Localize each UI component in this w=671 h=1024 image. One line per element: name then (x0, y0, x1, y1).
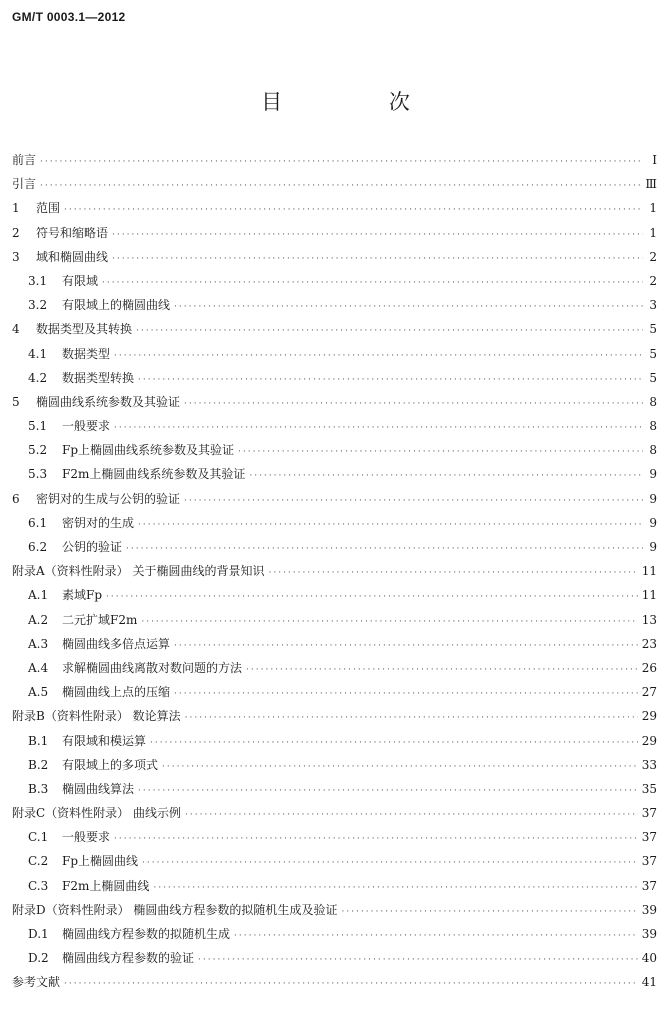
toc-entry-label: 参考文献 (12, 975, 61, 990)
toc-entry-page-number: 11 (641, 588, 657, 603)
toc-entry-number: 3 (12, 249, 20, 264)
toc-leader-dots (106, 585, 638, 609)
toc-leader-dots (162, 755, 638, 779)
toc-entry-label: 椭圆曲线系统参数及其验证 (36, 394, 181, 409)
toc-entry[interactable] (12, 487, 657, 511)
toc-entry[interactable] (12, 196, 657, 220)
toc-entry-page-number: 33 (641, 757, 657, 772)
toc-entry-number: A.1 (28, 588, 49, 603)
toc-entry-number: D.1 (28, 927, 49, 941)
toc-entry-page-number: Ⅰ (652, 153, 657, 167)
toc-entry[interactable] (12, 414, 657, 438)
toc-entry-label: 一般要求 (62, 419, 111, 434)
toc-entry-number: 6 (12, 491, 20, 506)
toc-entry-page-number: 5 (649, 322, 657, 337)
toc-leader-dots (114, 827, 638, 851)
toc-entry-page-number: 13 (641, 612, 657, 627)
toc-entry-page-number: 37 (641, 806, 657, 821)
toc-entry-page-number: 40 (641, 951, 657, 966)
toc-leader-dots (198, 948, 638, 972)
toc-entry-label: Fp上椭圆曲线系统参数及其验证 (62, 443, 235, 458)
toc-leader-dots (112, 247, 643, 271)
document-code-header: GM/T 0003.1—2012 (12, 10, 126, 24)
toc-entry-page-number: 27 (641, 685, 657, 700)
toc-entry[interactable] (12, 269, 657, 293)
toc-entry-page-number: 29 (641, 709, 657, 724)
toc-entry[interactable] (12, 462, 657, 486)
toc-entry-page-number: 37 (641, 854, 657, 869)
toc-entry-number: C.3 (28, 878, 49, 893)
toc-entry[interactable] (12, 535, 657, 559)
toc-entry-page-number: 11 (641, 564, 657, 579)
toc-leader-dots (185, 803, 638, 827)
toc-leader-dots (114, 416, 643, 440)
toc-entry-number: B.2 (28, 757, 49, 772)
toc-entry-label: 二元扩域F2m (62, 612, 138, 627)
toc-entry-number: 6.2 (28, 540, 48, 554)
toc-entry-label: 密钥对的生成 (62, 515, 135, 530)
toc-entry[interactable] (12, 777, 657, 801)
table-of-contents (12, 148, 657, 995)
toc-entry-label: 附录B（资料性附录） 数论算法 (12, 709, 181, 724)
toc-entry[interactable] (12, 874, 657, 898)
toc-entry[interactable] (12, 753, 657, 777)
toc-entry-page-number: 3 (649, 298, 657, 313)
toc-entry-label: 数据类型转换 (62, 370, 135, 385)
toc-entry-label: 有限域和模运算 (62, 733, 147, 748)
toc-leader-dots (238, 440, 643, 464)
toc-entry-label: 素域Fp (62, 588, 103, 603)
toc-entry-label: 有限域上的椭圆曲线 (62, 298, 171, 313)
toc-entry-number: 4 (12, 322, 20, 337)
toc-entry-label: 附录D（资料性附录） 椭圆曲线方程参数的拟随机生成及验证 (12, 902, 338, 917)
toc-entry[interactable] (12, 221, 657, 245)
toc-entry-number: 4.1 (28, 346, 48, 361)
toc-entry-page-number: 35 (641, 781, 657, 796)
toc-entry-label: 一般要求 (62, 830, 111, 845)
toc-entry-number: 5.2 (28, 443, 48, 458)
toc-leader-dots (153, 876, 637, 900)
toc-entry-page-number: 39 (641, 927, 657, 941)
toc-entry-page-number: 37 (641, 830, 657, 845)
toc-leader-dots (184, 392, 643, 416)
toc-entry-number: B.1 (28, 733, 49, 748)
toc-entry-number: B.3 (28, 781, 49, 796)
toc-leader-dots (185, 706, 638, 730)
toc-entry-page-number: 37 (641, 878, 657, 893)
toc-entry-label: 密钥对的生成与公钥的验证 (36, 491, 181, 506)
toc-leader-dots (138, 779, 638, 803)
toc-entry-label: F2m上椭圆曲线系统参数及其验证 (62, 467, 246, 482)
toc-entry-label: Fp上椭圆曲线 (62, 854, 139, 869)
toc-leader-dots (150, 731, 638, 755)
toc-leader-dots (184, 489, 643, 513)
toc-entry-number: 6.1 (28, 515, 48, 530)
toc-leader-dots (141, 610, 637, 634)
toc-entry-page-number: 1 (649, 225, 657, 240)
toc-entry-page-number: 1 (649, 201, 657, 216)
toc-entry-page-number: 9 (649, 515, 657, 530)
toc-leader-dots (40, 174, 641, 198)
toc-entry[interactable] (12, 704, 657, 728)
toc-entry-page-number: 41 (641, 975, 657, 990)
toc-leader-dots (138, 368, 643, 392)
toc-entry-label: 范围 (36, 201, 61, 216)
toc-entry-page-number: 8 (649, 394, 657, 409)
toc-entry-label: 前言 (12, 153, 37, 167)
toc-entry[interactable] (12, 342, 657, 366)
toc-entry[interactable] (12, 946, 657, 970)
toc-entry-page-number: 9 (649, 540, 657, 554)
toc-entry-number: 2 (12, 225, 20, 240)
toc-entry-page-number: 23 (641, 636, 657, 651)
toc-leader-dots (136, 319, 643, 343)
toc-entry-label: 椭圆曲线算法 (62, 781, 135, 796)
toc-entry-page-number: 8 (649, 443, 657, 458)
page-title: 目 次 (261, 90, 460, 114)
toc-entry-label: 椭圆曲线上点的压缩 (62, 685, 171, 700)
toc-entry-label: 求解椭圆曲线离散对数问题的方法 (62, 660, 243, 675)
toc-entry-page-number: Ⅲ (645, 177, 657, 192)
toc-entry-number: D.2 (28, 951, 49, 966)
toc-entry[interactable] (12, 148, 657, 172)
toc-entry-number: A.3 (28, 636, 49, 651)
toc-entry-number: C.2 (28, 854, 49, 869)
toc-entry-label: 有限域 (62, 273, 99, 288)
toc-entry[interactable] (12, 898, 657, 922)
toc-entry-page-number: 8 (649, 419, 657, 434)
toc-leader-dots (174, 634, 638, 658)
toc-entry-number: 5.1 (28, 419, 48, 434)
toc-entry-label: 公钥的验证 (62, 540, 123, 554)
toc-entry[interactable] (12, 366, 657, 390)
toc-entry-label: 椭圆曲线多倍点运算 (62, 636, 171, 651)
toc-entry-number: 3.1 (28, 273, 48, 288)
toc-entry-label: 有限域上的多项式 (62, 757, 159, 772)
toc-entry-label: 椭圆曲线方程参数的拟随机生成 (62, 927, 231, 941)
toc-entry-label: 符号和缩略语 (36, 225, 109, 240)
toc-entry-number: 5 (12, 394, 20, 409)
toc-entry[interactable] (12, 172, 657, 196)
toc-entry-page-number: 9 (649, 467, 657, 482)
toc-leader-dots (114, 344, 643, 368)
toc-entry[interactable] (12, 801, 657, 825)
toc-entry-label: F2m上椭圆曲线 (62, 878, 150, 893)
toc-leader-dots (126, 537, 643, 561)
toc-entry-page-number: 39 (641, 902, 657, 917)
toc-leader-dots (102, 271, 643, 295)
toc-entry-label: 附录C（资料性附录） 曲线示例 (12, 806, 181, 821)
toc-entry-number: 1 (12, 201, 20, 216)
toc-entry-label: 引言 (12, 177, 37, 192)
toc-entry-page-number: 5 (649, 346, 657, 361)
toc-leader-dots (142, 851, 638, 875)
toc-entry[interactable] (12, 825, 657, 849)
toc-entry-label: 数据类型及其转换 (36, 322, 133, 337)
toc-entry[interactable] (12, 245, 657, 269)
toc-entry-number: 4.2 (28, 370, 48, 385)
toc-entry[interactable] (12, 511, 657, 535)
toc-entry[interactable] (12, 729, 657, 753)
toc-entry-number: A.5 (28, 685, 49, 700)
toc-leader-dots (341, 900, 637, 924)
toc-entry-number: A.4 (28, 660, 49, 675)
toc-leader-dots (138, 513, 643, 537)
toc-entry[interactable] (12, 656, 657, 680)
toc-leader-dots (112, 223, 643, 247)
toc-leader-dots (268, 561, 637, 585)
toc-entry-number: C.1 (28, 830, 49, 845)
toc-entry-page-number: 9 (649, 491, 657, 506)
toc-entry[interactable] (12, 583, 657, 607)
toc-leader-dots (174, 295, 643, 319)
toc-entry[interactable] (12, 849, 657, 873)
toc-entry-page-number: 26 (641, 660, 657, 675)
toc-entry-label: 椭圆曲线方程参数的验证 (62, 951, 195, 966)
toc-entry[interactable] (12, 390, 657, 414)
toc-entry-page-number: 2 (649, 273, 657, 288)
toc-entry[interactable] (12, 293, 657, 317)
toc-leader-dots (40, 150, 643, 174)
toc-leader-dots (64, 198, 643, 222)
toc-entry[interactable] (12, 559, 657, 583)
toc-entry[interactable] (12, 608, 657, 632)
toc-entry-label: 附录A（资料性附录） 关于椭圆曲线的背景知识 (12, 564, 265, 579)
toc-entry-number: 5.3 (28, 467, 48, 482)
toc-entry[interactable] (12, 970, 657, 994)
toc-leader-dots (249, 464, 643, 488)
toc-entry-page-number: 2 (649, 249, 657, 264)
toc-entry-page-number: 29 (641, 733, 657, 748)
toc-entry-number: 3.2 (28, 298, 48, 313)
toc-entry[interactable] (12, 317, 657, 341)
toc-entry[interactable] (12, 438, 657, 462)
toc-entry[interactable] (12, 632, 657, 656)
toc-leader-dots (174, 682, 638, 706)
toc-leader-dots (246, 658, 638, 682)
toc-leader-dots (234, 924, 638, 948)
toc-entry-label: 数据类型 (62, 346, 111, 361)
toc-leader-dots (64, 972, 638, 996)
toc-entry[interactable] (12, 922, 657, 946)
toc-entry-page-number: 5 (649, 370, 657, 385)
toc-entry-number: A.2 (28, 612, 49, 627)
toc-entry[interactable] (12, 680, 657, 704)
toc-entry-label: 域和椭圆曲线 (36, 249, 109, 264)
